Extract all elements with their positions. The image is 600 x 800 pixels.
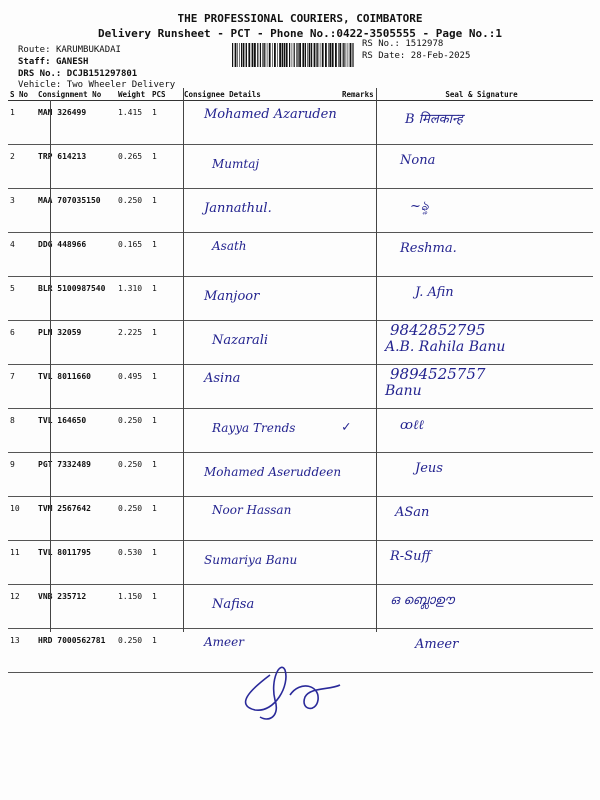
row-remarks [340,233,370,277]
barcode-bar [294,43,295,67]
barcode-bar [350,43,352,67]
row-consignee [182,541,340,585]
row-signature [370,585,593,629]
row-consignee [182,585,340,629]
row-consignee [182,233,340,277]
col-sno: S No [8,88,36,101]
row-signature [370,145,593,189]
row-sno: 2 [8,145,36,189]
row-signature [370,277,593,321]
row-consignment: PLN 32059 [36,321,116,365]
barcode-bar [353,43,354,67]
col-consignment: Consignment No [36,88,116,101]
barcode-bar [292,43,293,67]
row-remarks [340,145,370,189]
rs-no-value: 1512978 [405,39,444,49]
barcode-bar [264,43,265,67]
col-weight: Weight [116,88,150,101]
row-weight: 0.250 [116,453,150,497]
row-pcs: 1 [150,585,182,629]
barcode-bar [352,43,353,67]
barcode-bar [316,43,317,67]
rs-no-label: RS No.: [362,39,400,49]
col-signature: Seal & Signature [370,88,593,101]
row-consignment: TVL 164650 [36,409,116,453]
row-pcs: 1 [150,145,182,189]
table-row [8,453,593,497]
row-signature [370,541,593,585]
barcode-bar [248,43,250,67]
barcode-bar [289,43,290,67]
barcode-bar [277,43,278,67]
barcode-bar [260,43,261,67]
row-remarks [340,541,370,585]
runsheet-table [8,88,593,673]
row-consignment: TVM 2567642 [36,497,116,541]
table-row [8,145,593,189]
row-signature [370,409,593,453]
col-remarks: Remarks [342,89,374,99]
barcode-bar [322,43,324,67]
row-remarks [340,101,370,145]
row-signature [370,453,593,497]
row-weight: 1.415 [116,101,150,145]
signature-handwritten: Nona [400,153,436,168]
row-weight: 0.495 [116,365,150,409]
signature-handwritten: ASan [395,505,430,520]
row-remarks [340,453,370,497]
barcode-image [232,43,356,67]
consignee-handwritten: Mumtaj [212,157,260,171]
drs-label: DRS No.: [18,69,62,79]
barcode-bar [311,43,312,67]
row-consignment: MAA 707035150 [36,189,116,233]
barcode-bar [237,43,238,67]
row-signature [370,629,593,673]
barcode-bar [348,43,349,67]
barcode-bar [317,43,318,67]
barcode-bar [314,43,316,67]
row-pcs: 1 [150,101,182,145]
vehicle-label: Vehicle: [18,80,62,90]
barcode-bar [344,43,345,67]
row-pcs: 1 [150,365,182,409]
row-remarks [340,497,370,541]
table-row [8,233,593,277]
row-weight: 1.150 [116,585,150,629]
row-sno: 9 [8,453,36,497]
row-signature [370,233,593,277]
row-pcs: 1 [150,629,182,673]
barcode-bar [239,43,240,67]
consignee-handwritten: Asath [212,239,247,253]
consignee-handwritten: Mohamed Aseruddeen [204,465,342,479]
signature-handwritten: B मिलकान्ह [405,112,463,127]
row-sno: 3 [8,189,36,233]
barcode-bar [282,43,284,67]
rs-info [362,38,470,62]
table-row [8,189,593,233]
row-pcs: 1 [150,497,182,541]
row-pcs: 1 [150,233,182,277]
barcode-bar [245,43,246,67]
barcode-bar [328,43,329,67]
row-pcs: 1 [150,541,182,585]
row-consignee [182,321,340,365]
barcode-bar [320,43,321,67]
table-row [8,321,593,365]
table-row [8,365,593,409]
row-consignee [182,497,340,541]
barcode-bar [246,43,247,67]
row-consignment: MAN 326499 [36,101,116,145]
table-row [8,409,593,453]
barcode-bar [296,43,297,67]
consignee-handwritten: Nazarali [212,333,269,348]
barcode-bar [339,43,341,67]
company-title: THE PROFESSIONAL COURIERS, COIMBATORE [177,12,423,25]
row-weight: 0.165 [116,233,150,277]
row-consignment: HRD 7000562781 [36,629,116,673]
row-remarks [340,585,370,629]
row-pcs: 1 [150,189,182,233]
consignee-handwritten: Nafisa [212,597,255,612]
row-consignment: DDG 448966 [36,233,116,277]
row-weight: 0.250 [116,497,150,541]
barcode-bar [335,43,337,67]
signature-handwritten: J. Afin [415,285,454,300]
consignee-handwritten: Rayya Trends [212,421,296,435]
barcode-bar [299,43,301,67]
row-weight: 1.310 [116,277,150,321]
row-sno: 8 [8,409,36,453]
row-consignee [182,101,340,145]
row-consignee [182,453,340,497]
barcode-bar [279,43,281,67]
row-signature [370,497,593,541]
consignee-handwritten: Manjoor [204,289,260,304]
barcode-bar [254,43,256,67]
row-consignment: VNB 235712 [36,585,116,629]
row-consignee [182,409,340,453]
staff-signature [230,655,360,725]
row-sno: 7 [8,365,36,409]
signature-handwritten: 9842852795 [390,321,486,339]
barcode-bar [286,43,288,67]
row-consignment: TVL 8011660 [36,365,116,409]
row-remarks [340,365,370,409]
signature-handwritten-second: Banu [385,383,422,399]
barcode-bar [235,43,237,67]
barcode-bar [274,43,276,67]
row-consignment: TRP 614213 [36,145,116,189]
row-sno: 12 [8,585,36,629]
barcode-bar [325,43,327,67]
row-consignee [182,189,340,233]
staff-value: GANESH [55,57,89,67]
row-pcs: 1 [150,277,182,321]
consignee-handwritten: Asina [204,371,241,386]
row-remarks [340,189,370,233]
barcode-bar [241,43,242,67]
divider-line [376,88,377,632]
route-value: KARUMBUKADAI [55,45,121,55]
barcode-bar [257,43,258,67]
rs-no-line [362,38,470,50]
signature-handwritten: R-Suff [390,549,431,564]
table-row [8,277,593,321]
row-pcs: 1 [150,409,182,453]
staff-label: Staff: [18,57,51,67]
signature-handwritten: ꝏℓℓ [400,418,424,433]
row-sno: 4 [8,233,36,277]
table-row [8,585,593,629]
row-consignee [182,365,340,409]
barcode-bar [309,43,311,67]
signature-handwritten-second: A.B. Rahila Banu [385,339,506,355]
row-weight: 0.530 [116,541,150,585]
barcode-bar [305,43,306,67]
signature-handwritten: ~ৡ [410,199,429,214]
barcode-bar [232,43,233,67]
barcode-bar [262,43,263,67]
barcode-bar [297,43,298,67]
row-consignment: TVL 8011795 [36,541,116,585]
signature-handwritten: 9894525757 [390,365,486,383]
row-sno: 11 [8,541,36,585]
row-signature [370,365,593,409]
rs-date-label: RS Date: [362,51,406,61]
route-line [18,44,121,56]
row-consignment: BLR 5100987540 [36,277,116,321]
divider-line [50,100,51,632]
signature-handwritten: Reshma. [400,241,457,256]
row-sno: 6 [8,321,36,365]
signature-handwritten: Jeus [415,461,443,476]
consignee-handwritten: Jannathul. [204,201,272,216]
barcode-bar [302,43,304,67]
table-row [8,497,593,541]
barcode-bar [284,43,285,67]
consignee-handwritten: Mohamed Azaruden [204,107,337,122]
route-label: Route: [18,45,51,55]
divider-line [183,88,184,632]
barcode-bar [329,43,331,67]
consignee-handwritten: Ameer [204,635,244,649]
barcode-bar [307,43,308,67]
col-consignee: Consignee Details [182,88,340,101]
barcode-bar [343,43,344,67]
rs-date-line [362,50,470,62]
row-remarks [340,321,370,365]
staff-line [18,56,88,68]
row-sno: 1 [8,101,36,145]
table-row [8,101,593,145]
vehicle-value: Two Wheeler Delivery [66,80,176,90]
row-weight: 0.265 [116,145,150,189]
row-pcs: 1 [150,453,182,497]
row-weight: 0.250 [116,189,150,233]
row-remarks: ✓ [340,409,370,453]
signature-handwritten: Ameer [415,637,459,652]
row-sno: 10 [8,497,36,541]
barcode-bar [269,43,271,67]
rs-date-value: 28-Feb-2025 [410,51,471,61]
barcode-bar [243,43,244,67]
table-header-row [8,88,593,101]
row-weight: 2.225 [116,321,150,365]
consignee-handwritten: Noor Hassan [212,503,292,517]
barcode-bar [272,43,273,67]
table-row [8,541,593,585]
col-pcs: PCS [150,88,182,101]
row-weight: 0.250 [116,409,150,453]
row-signature [370,321,593,365]
row-signature [370,189,593,233]
row-consignment: PGT 7332489 [36,453,116,497]
barcode-bar [346,43,347,67]
row-consignee [182,277,340,321]
row-weight: 0.250 [116,629,150,673]
row-signature [370,101,593,145]
consignee-handwritten: Sumariya Banu [204,553,298,567]
signature-handwritten: ഒ ബ്ലൊഊ [390,593,455,608]
barcode-bar [267,43,268,67]
row-sno: 5 [8,277,36,321]
barcode-bar [338,43,339,67]
barcode-bar [332,43,334,67]
row-remarks [340,277,370,321]
drs-value: DCJB151297801 [66,69,138,79]
runsheet-subtitle: Delivery Runsheet - PCT - Phone No.:0422-3505555 - Page No.:1 [98,27,502,40]
row-pcs: 1 [150,321,182,365]
row-sno: 13 [8,629,36,673]
barcode-bar [252,43,254,67]
row-consignee [182,145,340,189]
